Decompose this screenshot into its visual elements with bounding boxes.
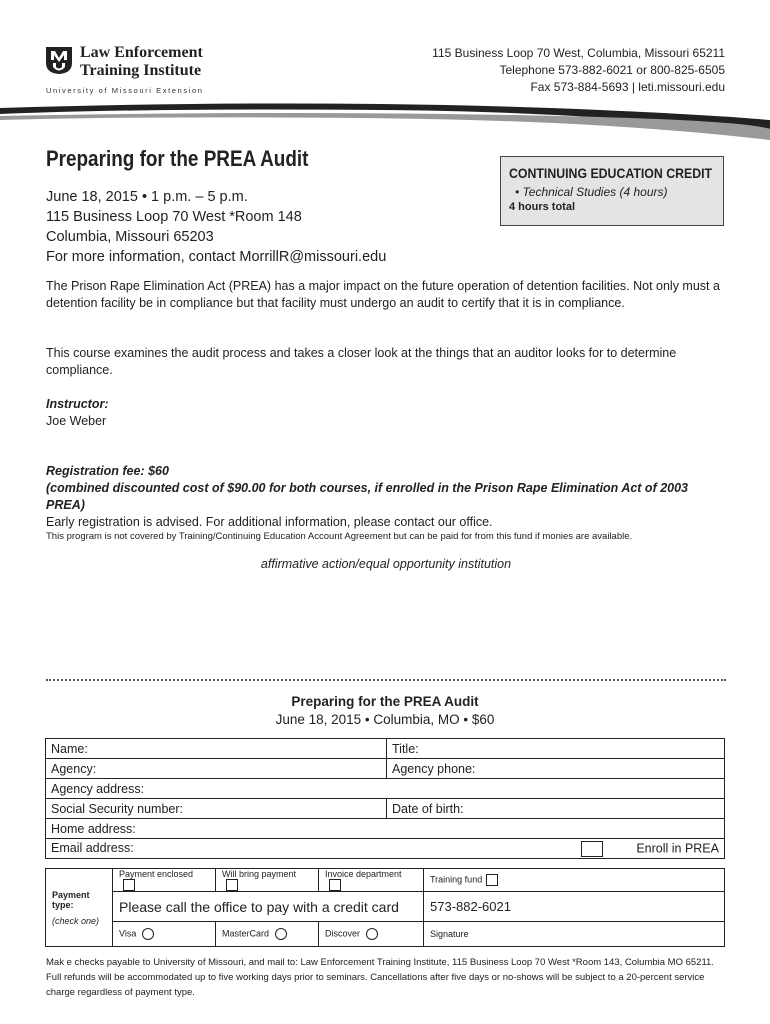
email-field[interactable]: Email address: [51,840,134,855]
discover-radio[interactable] [366,928,378,940]
contact-address-block [365,45,725,96]
logo-wordmark [80,44,203,80]
invoice-checkbox[interactable] [329,879,341,891]
agency-address-field[interactable]: Agency address: [46,779,725,799]
form-subtitle: June 18, 2015 • Columbia, MO • $60 [275,712,495,727]
cut-line-divider [46,679,726,681]
fee-section [46,463,726,531]
email-row [46,839,725,859]
bring-payment-label: Will bring payment [222,869,297,879]
invoice-label: Invoice department [325,869,402,879]
payment-table [45,868,725,947]
payment-type-label: Payment type: [52,889,90,910]
event-location-line1: 115 Business Loop 70 West *Room 148 [46,209,302,225]
fee-note: Early registration is advised. For additional information, please contact our office. [46,515,493,529]
logo-line1: Law Enforcement [80,44,203,61]
bring-payment-option[interactable] [216,869,319,892]
dob-field[interactable]: Date of birth: [387,799,725,819]
visa-radio[interactable] [142,928,154,940]
program-note: This program is not covered by Training/Continuing Education Account Agreement but can be paid for from this fund if monies are available. [46,531,633,542]
fee-discount: (combined discounted cost of $90.00 for both courses, if enrolled in the Prison Rape Elimination Act of 2003 PREA) [46,481,689,512]
aa-eo-statement: affirmative action/equal opportunity institution [260,557,512,571]
ssn-field[interactable]: Social Security number: [46,799,387,819]
address-line2: Telephone 573-882-6021 or 800-825-6505 [499,63,725,77]
address-line3: Fax 573-884-5693 | leti.missouri.edu [530,80,725,94]
name-field[interactable]: Name: [46,739,387,759]
instructor-section [46,396,726,430]
visa-label: Visa [119,928,137,939]
logo-subtitle: University of Missouri Extension [46,86,204,95]
signature-field[interactable]: Signature [424,922,725,947]
credit-card-instruction: Please call the office to pay with a credit card [113,892,424,922]
invoice-option[interactable] [319,869,424,892]
payment-phone: 573-882-6021 [424,892,725,922]
event-contact: For more information, contact MorrillR@missouri.edu [46,249,387,265]
visa-option[interactable] [113,922,216,947]
payment-type-cell [46,869,113,947]
bring-payment-checkbox[interactable] [226,879,238,891]
instructor-name: Joe Weber [46,414,107,428]
mastercard-radio[interactable] [275,928,287,940]
fee-label: Registration fee: $60 [46,464,169,478]
title-field[interactable]: Title: [387,739,725,759]
form-title: Preparing for the PREA Audit [291,694,479,709]
discover-label: Discover [325,928,361,939]
agency-phone-field[interactable]: Agency phone: [387,759,725,779]
enroll-checkbox[interactable] [581,841,603,857]
header-swoosh [0,100,770,140]
university-logo-icon [44,45,74,75]
training-fund-label: Training fund [430,874,483,885]
ce-total: 4 hours total [509,201,576,213]
training-fund-checkbox[interactable] [486,874,498,886]
check-one-label: (check one) [52,915,100,926]
payment-enclosed-label: Payment enclosed [119,869,194,879]
description-paragraph-2: This course examines the audit process and takes a closer look at the things that an auditor looks for to determine compliance. [46,346,677,377]
discover-option[interactable] [319,922,424,947]
instructor-label: Instructor: [46,397,109,411]
mastercard-label: MasterCard [222,928,270,939]
home-address-field[interactable]: Home address: [46,819,725,839]
ce-heading: CONTINUING EDUCATION CREDIT [509,165,713,181]
mastercard-option[interactable] [216,922,319,947]
continuing-education-box [500,156,724,226]
enroll-label: Enroll in PREA [636,840,719,855]
event-location-line2: Columbia, Missouri 65203 [46,229,214,245]
logo-line2: Training Institute [80,62,202,79]
address-line1: 115 Business Loop 70 West, Columbia, Missouri 65211 [432,46,725,60]
ce-item: • Technical Studies (4 hours) [515,185,668,199]
payment-enclosed-checkbox[interactable] [123,879,135,891]
training-fund-option[interactable] [424,869,725,892]
event-info [46,187,386,267]
footer-note: Mak e checks payable to University of Missouri, and mail to: Law Enforcement Training Institute, 115 Business Loop 70 West *Room 143, Columbia MO 65211. Full refunds will be accommodated up to five working days prior to seminars. Cancellations after five days or no-shows will be subject to a 20-percent service charge regardless of payment type. [46,957,714,998]
page-title: Preparing for the PREA Audit [46,146,309,171]
agency-field[interactable]: Agency: [46,759,387,779]
registration-form [45,738,725,859]
description-paragraph-1: The Prison Rape Elimination Act (PREA) has a major impact on the future operation of detention facilities. Not only must a detention facility be in compliance but that facility must undergo an audit to certify that it is in compliance. [46,279,720,310]
payment-enclosed-option[interactable] [113,869,216,892]
enroll-option [581,841,719,857]
event-date-time: June 18, 2015 • 1 p.m. – 5 p.m. [46,189,248,205]
